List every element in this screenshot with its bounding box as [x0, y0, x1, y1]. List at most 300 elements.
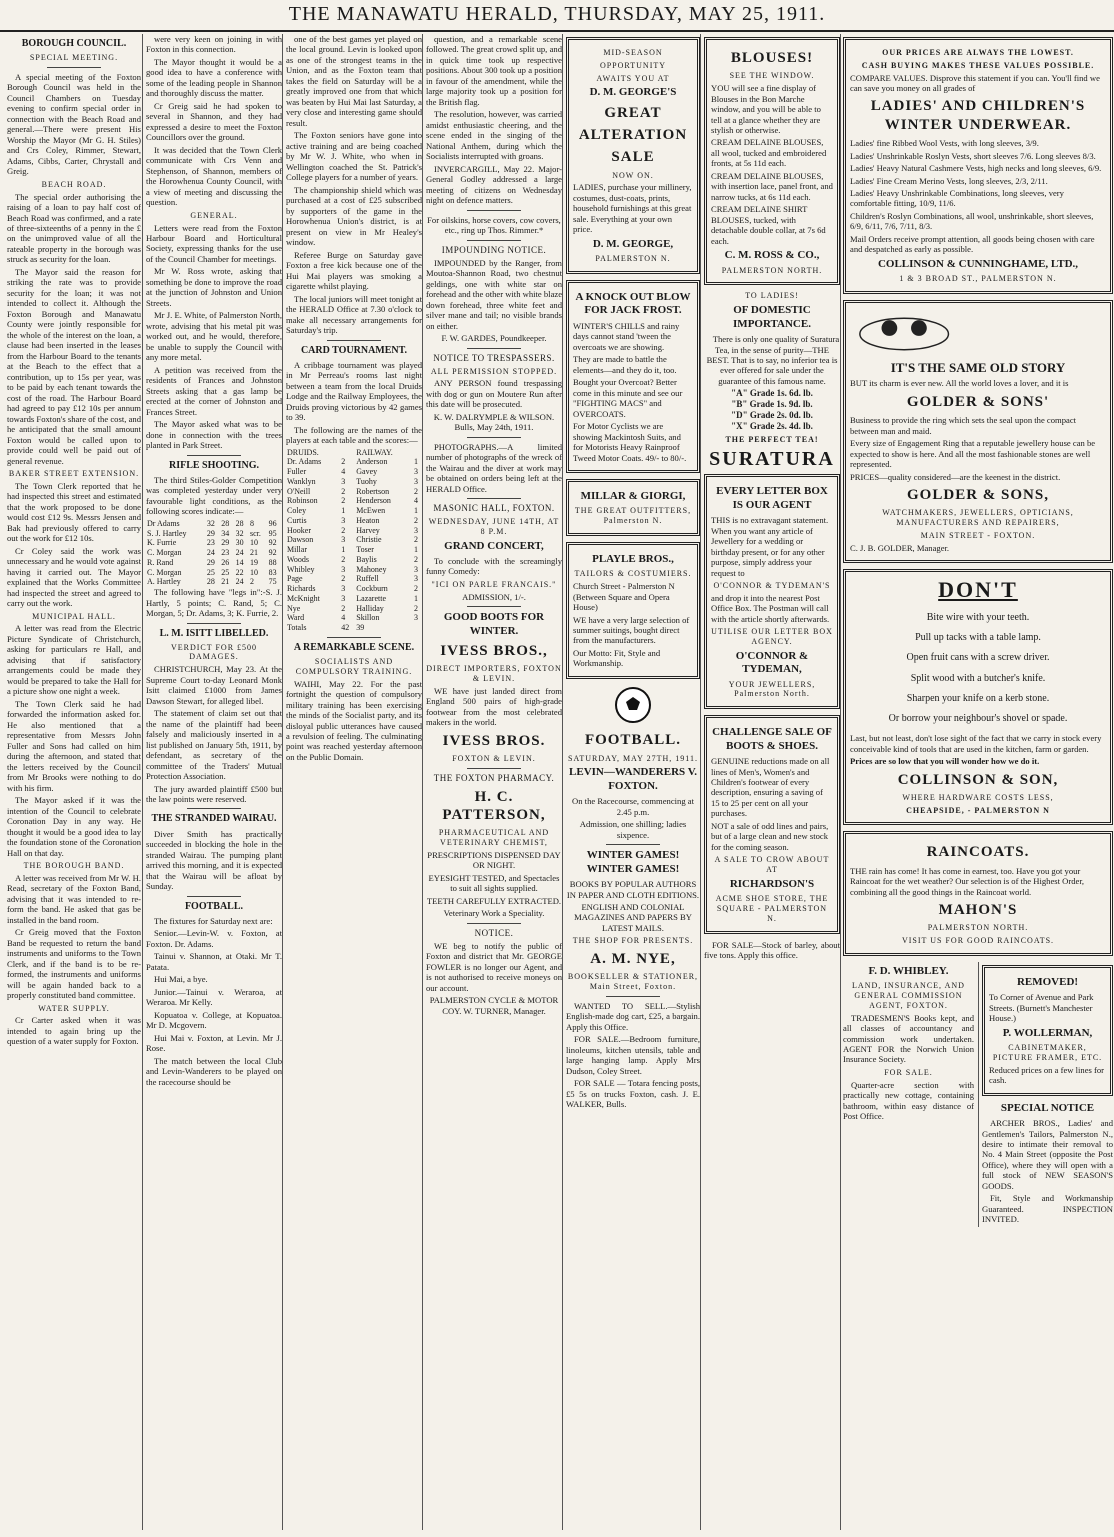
score-row [286, 457, 422, 467]
dont-list [850, 612, 1106, 725]
score-cell: Robinson [287, 496, 318, 506]
dont-ad [843, 569, 1113, 825]
score-header: RAILWAY. [356, 447, 393, 457]
paragraph: LADIES, purchase your millinery, costumes, dust-coats, prints, household furnishings at this great sale. Everything at your own price. [573, 182, 692, 235]
headline: FOOTBALL. [184, 900, 244, 912]
subheading: THE BOROUGH BAND. [23, 861, 125, 871]
ad-title: O'CONNOR & TYDEMAN, [735, 649, 809, 676]
paragraph: PRESCRIPTIONS DISPENSED DAY OR NIGHT. [427, 849, 561, 871]
richardson-ad [704, 715, 840, 933]
paragraph: Kopuatoa v. College, at Kopuatoa. Mr D. Mcgovern. [146, 1009, 282, 1031]
score-cell: 2 [413, 584, 418, 594]
ad-heading: NOTICE TO TRESPASSERS. [433, 352, 555, 363]
ad-line: A SALE TO CROW ABOUT AT [714, 855, 830, 875]
score-cell: 1 [413, 506, 418, 516]
divider [467, 348, 521, 349]
paragraph: YOU will see a fine display of Blouses in the Bon Marche window, and you will be able to tell at a glance whether they are stylish or otherwise. [711, 83, 821, 135]
score-row [146, 548, 282, 558]
score-cell: 26 [221, 557, 230, 567]
score-cell [413, 623, 422, 633]
score-row [286, 526, 422, 536]
score-row [286, 535, 422, 545]
paragraph: The Mayor said the reason for striking the rate was to provide security for the loan; it was not intended to collect it. Although the Foxton Borough and Manawatu County were jointly responsible for the whole of the interest on the loan, a clause had been inserted in the leases from the Harbour Board to the tenants at the Beach to the effect that a contribution, up to 15s per year, was to be paid by each tenant towards the cost of the road. The Harbour Board had agreed to pay £12 10s per annum towards Foxton's share of the cost, and he anticipated that the small amount Foxton would be called upon to provide could well be paid out of general revenue. [7, 266, 141, 466]
paragraph: PRICES—quality considered—are the keenest in the district. [850, 471, 1061, 482]
score-cell: Gavey [356, 467, 378, 477]
ad-title: IT'S THE SAME OLD STORY [890, 359, 1066, 375]
score-cell: 42 [341, 623, 350, 633]
ad-line: OUR PRICES ARE ALWAYS THE LOWEST. [882, 48, 1074, 57]
lovers-illustration-icon [850, 308, 1106, 354]
ad-line: OPPORTUNITY [599, 60, 667, 70]
column-3 [282, 34, 425, 1530]
headline: BOROUGH COUNCIL. [21, 38, 127, 49]
paragraph: ARCHER BROS., Ladies' and Gentlemen's Tailors, Palmerston N., desire to intimate their removal to No. 4 Main Street (opposite the Post Office), where they will open with a full stock of NEW SEASON'S GOODS. [982, 1118, 1113, 1191]
paragraph: WANTED TO SELL.—Stylish English-made dog cart, £25, a bargain. Apply this Office. [566, 1000, 700, 1032]
paragraph: A letter was received from Mr W. H. Read, secretary of the Foxton Band, advising that it was intended to re-form the band. He asked that gas be installed in the band room. [7, 872, 141, 925]
ad-brand: COLLINSON & SON, [897, 771, 1059, 788]
score-row [286, 487, 422, 497]
paragraph: question, and a remarkable scene followed. The great crowd split up, and in quick time took up respective positions. About 300 took up a position in favour of the amendment, while the large majority took up a position for the British flag. [426, 34, 562, 107]
score-cell: Dr. Adams [287, 457, 322, 467]
signature: F. W. GARDES, Poundkeeper. [441, 333, 547, 344]
ad-line: THE GREAT OUTFITTERS, Palmerston N. [574, 506, 692, 526]
score-cell: Nye [287, 603, 301, 613]
score-cell: Halliday [356, 603, 384, 613]
divider [606, 844, 660, 845]
paragraph: Every size of Engagement Ring that a reputable jewellery house can be expected to show is here. And all the most fashionable stones are well represented. [850, 438, 1096, 470]
ad-title: OF DOMESTIC IMPORTANCE. [733, 304, 811, 330]
subheading: MUNICIPAL HALL. [32, 611, 116, 621]
ad-line: AWAITS YOU AT [596, 73, 670, 83]
paragraph: Reduced prices on a few lines for cash. [989, 1064, 1105, 1086]
score-cell: Christie [356, 535, 382, 545]
admission: ADMISSION, 1/-. [462, 591, 526, 602]
ad-line: BOOKSELLER & STATIONER, Main Street, Foxton. [567, 972, 699, 992]
ad-brand: H. C. PATTERSON, [442, 788, 546, 824]
score-cell: Richards [287, 584, 316, 594]
list-item: Split wood with a butcher's knife. [910, 672, 1046, 684]
paragraph: WE have just landed direct from England 500 pairs of high-grade footwear from the most celebrated makers in the world. [426, 685, 562, 728]
score-cell: 3 [341, 515, 346, 525]
score-row [146, 558, 282, 568]
paragraph: TEETH CAREFULLY EXTRACTED. [426, 895, 562, 906]
ad-heading: NOTICE. [474, 927, 514, 938]
ad-line: THE SHOP FOR PRESENTS. [572, 936, 694, 946]
subheading: GENERAL. [190, 210, 238, 220]
list-item: Pull up tacks with a table lamp. [915, 632, 1041, 644]
ad-line: YOUR JEWELLERS, Palmerston North. [728, 679, 816, 699]
paragraph: GENUINE reductions made on all lines of Men's, Women's and Children's footwear of every description, ensuring a saving of 15 to 25 per cent on all your purchases. [711, 756, 830, 819]
paragraph: Referee Burge on Saturday gave Foxton a free kick because one of the Hui Mai players was smoking a cigarette whilst playing. [286, 249, 422, 292]
score-cell: Cockburn [356, 584, 388, 594]
paragraph: EYESIGHT TESTED, and Spectacles to suit all sights supplied. [428, 872, 560, 894]
column-1 [4, 34, 144, 1530]
ad-line: CHEAPSIDE, - PALMERSTON N [906, 805, 1050, 815]
ad-heading: THE FOXTON PHARMACY. [433, 772, 555, 783]
paragraph: The jury awarded plaintiff £500 but the law points were reserved. [146, 783, 282, 804]
ad-line: O'CONNOR & TYDEMAN'S [713, 581, 831, 591]
score-cell: 19 [250, 557, 259, 567]
score-cell: Harvey [356, 525, 380, 535]
score-cell: 24 [235, 548, 244, 558]
score-row [146, 577, 282, 587]
paragraph: Our Motto: Fit, Style and Workmanship. [573, 647, 661, 669]
paragraph: To conclude with the screamingly funny Comedy: [426, 556, 562, 577]
millar-giorgi-ad [566, 479, 700, 536]
divider [467, 498, 521, 499]
list-item: Ladies' Fine Cream Merino Vests, long sleeves, 2/3, 2/11. [850, 175, 1048, 186]
ad-line: TAILORS & COSTUMIERS. [574, 569, 692, 579]
ad-brand: LADIES' AND CHILDREN'S WINTER UNDERWEAR. [870, 98, 1086, 133]
score-cell: 28 [206, 577, 215, 587]
score-cell: 2 [413, 515, 418, 525]
score-row [146, 529, 282, 539]
paragraph: To Corner of Avenue and Park Streets. (Burnett's Manchester House.) [989, 992, 1094, 1024]
divider [187, 623, 241, 624]
paragraph: The third Stiles-Golder Competition was completed yesterday under very favourable light conditions, as the following scores indicate:— [146, 474, 282, 517]
score-cell: 3 [341, 535, 346, 545]
ad-title: RICHARDSON'S [729, 877, 815, 890]
score-cell: 3 [341, 476, 346, 486]
score-cell: Mahoney [356, 564, 387, 574]
score-cell: Skillon [356, 613, 380, 623]
column-6 [700, 34, 843, 1530]
score-cell: scr. [250, 528, 261, 538]
suratura-ad [704, 291, 840, 471]
ad-title: A KNOCK OUT BLOW FOR JACK FROST. [575, 290, 691, 317]
paragraph: Prices are so low that you will wonder how we do it. [850, 756, 1040, 767]
score-cell: 1 [413, 593, 418, 603]
score-cell: 3 [413, 476, 418, 486]
paragraph: The Mayor asked what was to be done in connection with the trees planted in Park Street. [146, 419, 282, 451]
subheading: WEDNESDAY, JUNE 14TH, AT 8 P.M. [428, 517, 560, 536]
paragraph: The fixtures for Saturday next are: [154, 915, 273, 926]
paragraph: A cribbage tournament was played in Mr Perreau's rooms last night between a team from the local Druids Lodge and the Railway Employees, the Druids proving victorious by 42 games to 39. [286, 359, 422, 423]
score-cell: 25 [206, 567, 215, 577]
score-cell: 8 [250, 518, 255, 528]
paragraph: A special meeting of the Foxton Borough Council was held in the Council Chambers on Tuesday evening to confirm special order in connection with the Beach Road and general.—There were present His Worship the Mayor (Mr G. H. Stiles) and Crs Coley, Rimmer, Stewart, Adams, Cibbs, Carter, Chrystall and Greig. [7, 71, 141, 177]
score-cell: McKnight [287, 593, 320, 603]
list-item: Open fruit cans with a screw driver. [906, 652, 1050, 664]
ad-title: LEVIN—WANDERERS V. FOXTON. [569, 766, 697, 792]
divider [467, 606, 521, 607]
football-ad [566, 685, 700, 840]
score-row [146, 519, 282, 529]
headline: RIFLE SHOOTING. [168, 459, 260, 471]
divider [467, 923, 521, 924]
ad-line: LAND, INSURANCE, AND GENERAL COMMISSION AGENT, FOXTON. [852, 981, 965, 1010]
paragraph: INVERCARGILL, May 22. Major-General Godley addressed a large meeting of citizens on Wednesday night on defence matters. [426, 163, 562, 206]
paragraph: FOR SALE — Totara fencing posts, £5 5s on trucks Foxton, cash. J. E. WALKER, Bulls. [566, 1078, 700, 1110]
score-cell: 2 [413, 486, 418, 496]
column-2 [142, 34, 285, 1530]
score-cell: Coley [287, 506, 307, 516]
score-cell: Heaton [356, 515, 380, 525]
subheading: ALL PERMISSION STOPPED. [430, 366, 558, 376]
divider [187, 896, 241, 897]
paragraph: Senior.—Levin-W. v. Foxton, at Foxton. Dr. Adams. [146, 928, 282, 949]
score-cell: Curtis [287, 515, 307, 525]
score-cell: 23 [221, 548, 230, 558]
paragraph: The following are the names of the players at each table and the scores:— [286, 424, 422, 446]
score-cell: 2 [341, 496, 346, 506]
score-row [286, 516, 422, 526]
paragraph: Mr J. E. White, of Palmerston North, wrote, advising that his metal pit was worked out, and he would, therefore, be unable to supply the Council with any more metal. [146, 310, 282, 363]
score-cell: 2 [341, 603, 346, 613]
ad-heading: IMPOUNDING NOTICE. [441, 244, 547, 255]
paragraph: Fit, Style and Workmanship Guaranteed. INSPECTION INVITED. [982, 1193, 1113, 1225]
ad-line: UTILISE OUR LETTER BOX AGENCY. [711, 627, 833, 647]
score-row [286, 555, 422, 565]
list-item: Children's Roslyn Combinations, all wool, unshrinkable, short sleeves, 6/9, 6/11, 7/6, 7/11, 8/3. [850, 210, 1094, 232]
ad-brand: RAINCOATS. [926, 844, 1030, 861]
mahons-ad [843, 831, 1113, 956]
paragraph: FOR SALE.—Bedroom furniture, linoleums, kitchen utensils, table and large hanging lamp. Apply Mrs Dudson, Coley Street. [566, 1034, 700, 1076]
headline: A REMARKABLE SCENE. [293, 641, 415, 653]
divider [327, 637, 381, 638]
paragraph: The local juniors will meet tonight at the HERALD Office at 7.30 o'clock to make all necessary arrangements for Saturday's trip. [286, 293, 422, 336]
score-cell: 4 [341, 467, 346, 477]
george-sale-ad [566, 37, 700, 274]
paragraph: A petition was received from the residents of Frances and Johnston Streets asking that a gas lamp be erected at the corner of Johnston and Frances Street. [146, 364, 282, 417]
score-cell: 25 [221, 567, 230, 577]
paragraph: On the Racecourse, commencing at 2.45 p.m. [572, 796, 694, 817]
list-item: Ladies' fine Ribbed Wool Vests, with long sleeves, 3/9. [850, 138, 1039, 149]
paragraph: BOOKS BY POPULAR AUTHORS IN PAPER AND CLOTH EDITIONS. [566, 879, 700, 900]
score-cell: 2 [413, 603, 418, 613]
column-4 [422, 34, 565, 1530]
list-item: Bite wire with your teeth. [926, 611, 1030, 623]
paragraph: The statement of claim set out that the name of the plaintiff had been falsely and maliciously inserted in a list published on January 5th, 1911, by defendant, as secretary of the committee of the Traders' Mutual Protection Association. [146, 708, 282, 782]
football-icon [613, 685, 653, 725]
ad-line: MAIN STREET - FOXTON. [920, 530, 1036, 540]
score-cell: Ruffell [356, 574, 379, 584]
score-cell: 3 [413, 467, 418, 477]
ad-brand: FOOTBALL. [584, 732, 682, 749]
score-header [340, 448, 355, 458]
paragraph: were very keen on joining in with Foxton in this connection. [146, 34, 282, 55]
subheading: "ICI ON PARLE FRANCAIS." [431, 579, 557, 589]
score-row [286, 594, 422, 604]
score-cell: 2 [341, 525, 346, 535]
ad-title: COLLINSON & CUNNINGHAME, LTD., [877, 257, 1079, 270]
score-cell: 24 [235, 577, 244, 587]
score-cell: Robertson [356, 486, 390, 496]
score-cell: 4 [341, 613, 346, 623]
subheading: PHARMACEUTICAL AND VETERINARY CHEMIST, [438, 828, 550, 848]
paragraph: Hui Mai, a bye. [154, 974, 208, 985]
headline: CARD TOURNAMENT. [300, 344, 408, 356]
ad-brand: SURATURA [709, 448, 835, 471]
ad-brand: DON'T [938, 577, 1018, 603]
paragraph: IMPOUNDED by the Ranger, from Moutoa-Shannon Road, two chestnut geldings, one with white star on forehead and the other with white blaze down forehead, three white feet and silver mane and tail; no visible brands on either. [426, 257, 563, 331]
score-cell: Wanklyn [287, 476, 316, 486]
ad-line: WATCHMAKERS, JEWELLERS, OPTICIANS, MANUFACTURERS AND REPAIRERS, [882, 508, 1074, 528]
score-cell: 2 [341, 554, 346, 564]
ad-brand: IVESS BROS., [440, 643, 548, 660]
ad-line: ACME SHOE STORE, THE SQUARE - PALMERSTON N. [715, 894, 829, 923]
score-cell: 1 [413, 545, 418, 555]
signature: K. W. DALRYMPLE & WILSON. Bulls, May 24th, 1911. [433, 411, 555, 433]
score-cell: 29 [221, 538, 230, 548]
paragraph: Diver Smith has practically succeeded in blocking the hole in the stranded Wairau. The pumping plant arrived this morning, and it is expected that the Wairau will be afloat by Sunday. [146, 828, 282, 892]
score-cell: 3 [413, 574, 418, 584]
score-row [286, 545, 422, 555]
score-cell: 30 [235, 538, 244, 548]
score-row [286, 623, 422, 633]
ad-brand: IVESS BROS. [442, 732, 546, 749]
score-cell: 28 [221, 518, 230, 528]
score-cell: 10 [250, 538, 259, 548]
ad-brand: A. M. NYE, [590, 951, 676, 968]
score-cell: 14 [235, 557, 244, 567]
paragraph: Bought your Overcoat? Better come in this minute and see our "FIGHTING MACS" and OVERCOATS. [573, 377, 683, 419]
score-cell: 2 [341, 486, 346, 496]
score-cell: 2 [413, 554, 418, 564]
ad-line: TO LADIES! [745, 291, 799, 301]
score-cell: 88 [268, 557, 277, 567]
score-cell: 24 [206, 548, 215, 558]
score-cell: Millar [287, 545, 307, 555]
paragraph: The special order authorising the raising of a loan to pay half cost of Beach Road was confirmed, and a rate of three-sixteenths of a penny in the £ on the unimproved value of all the rateable property in the borough was struck as security for the loan. [7, 191, 141, 265]
paragraph: NOT a sale of odd lines and pairs, but of a large clean and new stock for the coming season. [711, 820, 829, 852]
score-cell: 29 [206, 557, 215, 567]
list-item: Ladies' Heavy Unshrinkable Combinations, long sleeves, very comfortable fitting, 10/9, 11/6. [850, 188, 1064, 209]
paragraph: Cr Greig moved that the Foxton Band be requested to return the band instruments and uniforms to the Town Clerk, and if the band is to be re-formed, the instruments and uniforms will be again handed back to a properly constituted band committee. [7, 927, 141, 1001]
score-cell: 2 [341, 457, 346, 467]
subheading: WATER SUPPLY. [38, 1003, 110, 1013]
headline: THE STRANDED WAIRAU. [151, 813, 277, 825]
paragraph: ANY PERSON found trespassing with dog or gun on Moutere Run after this date will be prosecuted. [426, 378, 562, 410]
ad-heading: MASONIC HALL, FOXTON. [433, 503, 555, 514]
paragraph: ENGLISH AND COLONIAL MAGAZINES AND PAPERS BY LATEST MAILS. [574, 901, 692, 933]
ad-line: PALMERSTON NORTH. [721, 265, 823, 275]
blouses-ad [704, 37, 840, 285]
ad-line: WHERE HARDWARE COSTS LESS, [902, 792, 1054, 802]
ad-line: 1 & 3 BROAD ST., PALMERSTON N. [899, 274, 1057, 284]
score-cell: K. Furrie [147, 538, 177, 548]
ad-brand: GREAT [604, 104, 662, 121]
ad-title: EVERY LETTER BOX IS OUR AGENT [716, 485, 828, 511]
divider [467, 768, 521, 769]
ad-line: NOW ON. [612, 170, 654, 180]
ad-brand: GOLDER & SONS' [906, 393, 1050, 410]
paragraph: CREAM DELAINE BLOUSES, with insertion lace, panel front, and narrow tucks, at 6s 11d each. [711, 170, 833, 202]
score-row [286, 565, 422, 575]
score-row [286, 506, 422, 516]
divider [47, 67, 101, 68]
masthead: THE MANAWATU HERALD, THURSDAY, MAY 25, 1911. [0, 0, 1114, 32]
ad-line: CASH BUYING MAKES THESE VALUES POSSIBLE. [861, 60, 1095, 70]
score-cell: A. Hartley [147, 577, 181, 587]
score-cell: Henderson [356, 496, 391, 506]
list-item: Ladies' Heavy Natural Cashmere Vests, high necks and long sleeves, 6/9. [850, 163, 1102, 174]
ad-line: MID-SEASON [603, 48, 663, 57]
score-cell: 4 [413, 496, 418, 506]
ad-title: C. M. ROSS & CO., [724, 249, 820, 262]
paragraph: THE rain has come! It has come in earnest, too. Have you got your Raincoat for the wet weather? Our selection is of the Highest Order, combining all the good things in the Raincoat world. [850, 865, 1084, 897]
paragraph: The Mayor asked if it was the intention of the Council to celebrate Coronation Day in any way. He thought it would be a good idea to lay the foundation stone of the Coronation Hall on that day. [7, 795, 141, 858]
ad-title: MILLAR & GIORGI, [580, 489, 686, 502]
paragraph: The match between the local Club and Levin-Wanderers to be played on the racecourse should be [146, 1055, 282, 1087]
paragraph: CREAM DELAINE BLOUSES, all wool, tucked and embroidered fronts, at 5s 11d each. [711, 137, 827, 169]
divider [187, 808, 241, 809]
ad-title: PLAYLE BROS., [592, 552, 674, 565]
score-cell: 34 [221, 528, 230, 538]
ad-line: FOR SALE. [884, 1067, 933, 1077]
score-cell: 95 [268, 528, 277, 538]
score-cell: Whibley [287, 564, 315, 574]
paragraph: Cr Carter asked when it was intended to again bring up the question of a water supply for Foxton. [7, 1015, 141, 1047]
score-cell: 39 [356, 623, 365, 633]
paragraph: COMPARE VALUES. Disprove this statement if you can. You'll find we can save you money on all grades of [850, 72, 1100, 93]
score-cell: Dawson [287, 535, 314, 545]
paragraph: Cr Coley said the work was unnecessary and he would vote against having it carried out. The Mayor explained that the Works Committee had inspected the street and agreed to carry out the work. [7, 545, 141, 609]
classified-ad: For oilskins, horse covers, cow covers, etc., ring up Thos. Rimmer.* [427, 214, 561, 236]
tea-grades [704, 388, 840, 432]
score-cell: 22 [235, 567, 244, 577]
score-cell: 23 [206, 538, 215, 548]
paragraph: Veterinary Work a Speciality. [443, 908, 545, 919]
divider [467, 240, 521, 241]
score-cell: Lazarette [356, 593, 386, 603]
score-cell: 21 [250, 548, 259, 558]
ad-brand: GOLDER & SONS, [907, 487, 1049, 504]
ad-title: GRAND CONCERT, [444, 539, 544, 552]
ad-line: SEE THE WINDOW. [729, 71, 815, 81]
paragraph: one of the best games yet played on the local ground. Levin is looked upon as one of the strongest teams in the Union, and as the Foxton team that takes the field on Saturday will be a greatly improved one from that which was beaten by Hui Mai last Saturday, a very close and interesting game should result. [286, 34, 422, 128]
score-cell: 32 [206, 518, 215, 528]
paragraph: There is only one quality of Suratura Tea, in the sense of purity—THE BEST. That is to say, no inferior tea is ever offered for sale under the guarantee of this famous name. [706, 334, 840, 386]
score-cell: Ward [287, 613, 305, 623]
paragraph: BUT its charm is ever new. All the world loves a lover, and it is [850, 378, 1069, 389]
subheading: BEACH ROAD. [41, 179, 107, 189]
score-cell: 3 [413, 564, 418, 574]
score-cell: 1 [341, 506, 346, 516]
paragraph: Last, but not least, don't lose sight of the fact that we carry in stock every conceivable kind of tools that are used in the kitchen, farm or garden. [850, 733, 1102, 754]
subheading: BAKER STREET EXTENSION. [8, 469, 140, 479]
headline: L. M. ISITT LIBELLED. [159, 627, 269, 639]
golder-ad [843, 300, 1113, 563]
score-header: DRUIDS. [287, 447, 319, 457]
tea-grade: "B" Grade 1s. 9d. lb. [731, 399, 813, 410]
score-cell: Baylis [356, 554, 377, 564]
paragraph: The championship shield which was purchased at a cost of £25 subscribed by supporters of the game in the Horowhenua Union's district, is at present on view in Mr Healey's window. [286, 184, 422, 248]
subheading: VERDICT FOR £500 DAMAGES. [170, 642, 258, 662]
ad-title: CHALLENGE SALE OF BOOTS & SHOES. [712, 726, 832, 752]
column-7 [840, 34, 1114, 1530]
ad-line: VISIT US FOR GOOD RAINCOATS. [901, 936, 1055, 946]
score-cell: 2 [250, 577, 255, 587]
score-cell: 10 [250, 567, 259, 577]
paragraph: The Town Clerk reported that he had inspected this street and estimated that the work proposed to be done would cost £12 9s. Messrs Jensen and Bak had previously offered to carry out the work for £12 10s. [7, 480, 141, 544]
paragraph: PHOTOGRAPHS.—A limited number of photographs of the wreck of the Wairau and the diver at work may be obtained on orders being left at the HERALD Office. [426, 441, 562, 494]
paragraph: CHRISTCHURCH, May 23. At the Supreme Court to-day Leonard Monk Isitt claimed £1000 from James Dawson Stewart, for alleged libel. [146, 664, 282, 706]
score-cell: 92 [268, 548, 277, 558]
score-cell: 29 [206, 528, 215, 538]
removed-box [982, 965, 1113, 1096]
paragraph: The resolution, however, was carried amidst enthusiastic cheering, and the scene ended in the singing of the National Anthem, during which the Socialists interrupted with groans. [426, 109, 562, 162]
paragraph: The Mayor thought it would be a good idea to have a conference with some of the leading people in Shannon and thoroughly discuss the matter. [146, 56, 282, 99]
list-item: Sharpen your knife on a kerb stone. [906, 692, 1050, 704]
tea-grade: "D" Grade 2s. 0d. lb. [731, 410, 813, 421]
paragraph: Junior.—Tainui v. Weraroa, at Weraroa. Mr Kelly. [146, 986, 282, 1008]
ad-title: D. M. GEORGE'S [589, 86, 677, 99]
score-row [286, 574, 422, 584]
score-cell: 3 [341, 584, 346, 594]
ad-title: F. D. WHIBLEY. [868, 964, 949, 977]
paragraph: TRADESMEN'S Books kept, and all classes of accountancy and commission work undertaken. AGENT FOR the Norwich Union Insurance Society. [843, 1012, 974, 1065]
